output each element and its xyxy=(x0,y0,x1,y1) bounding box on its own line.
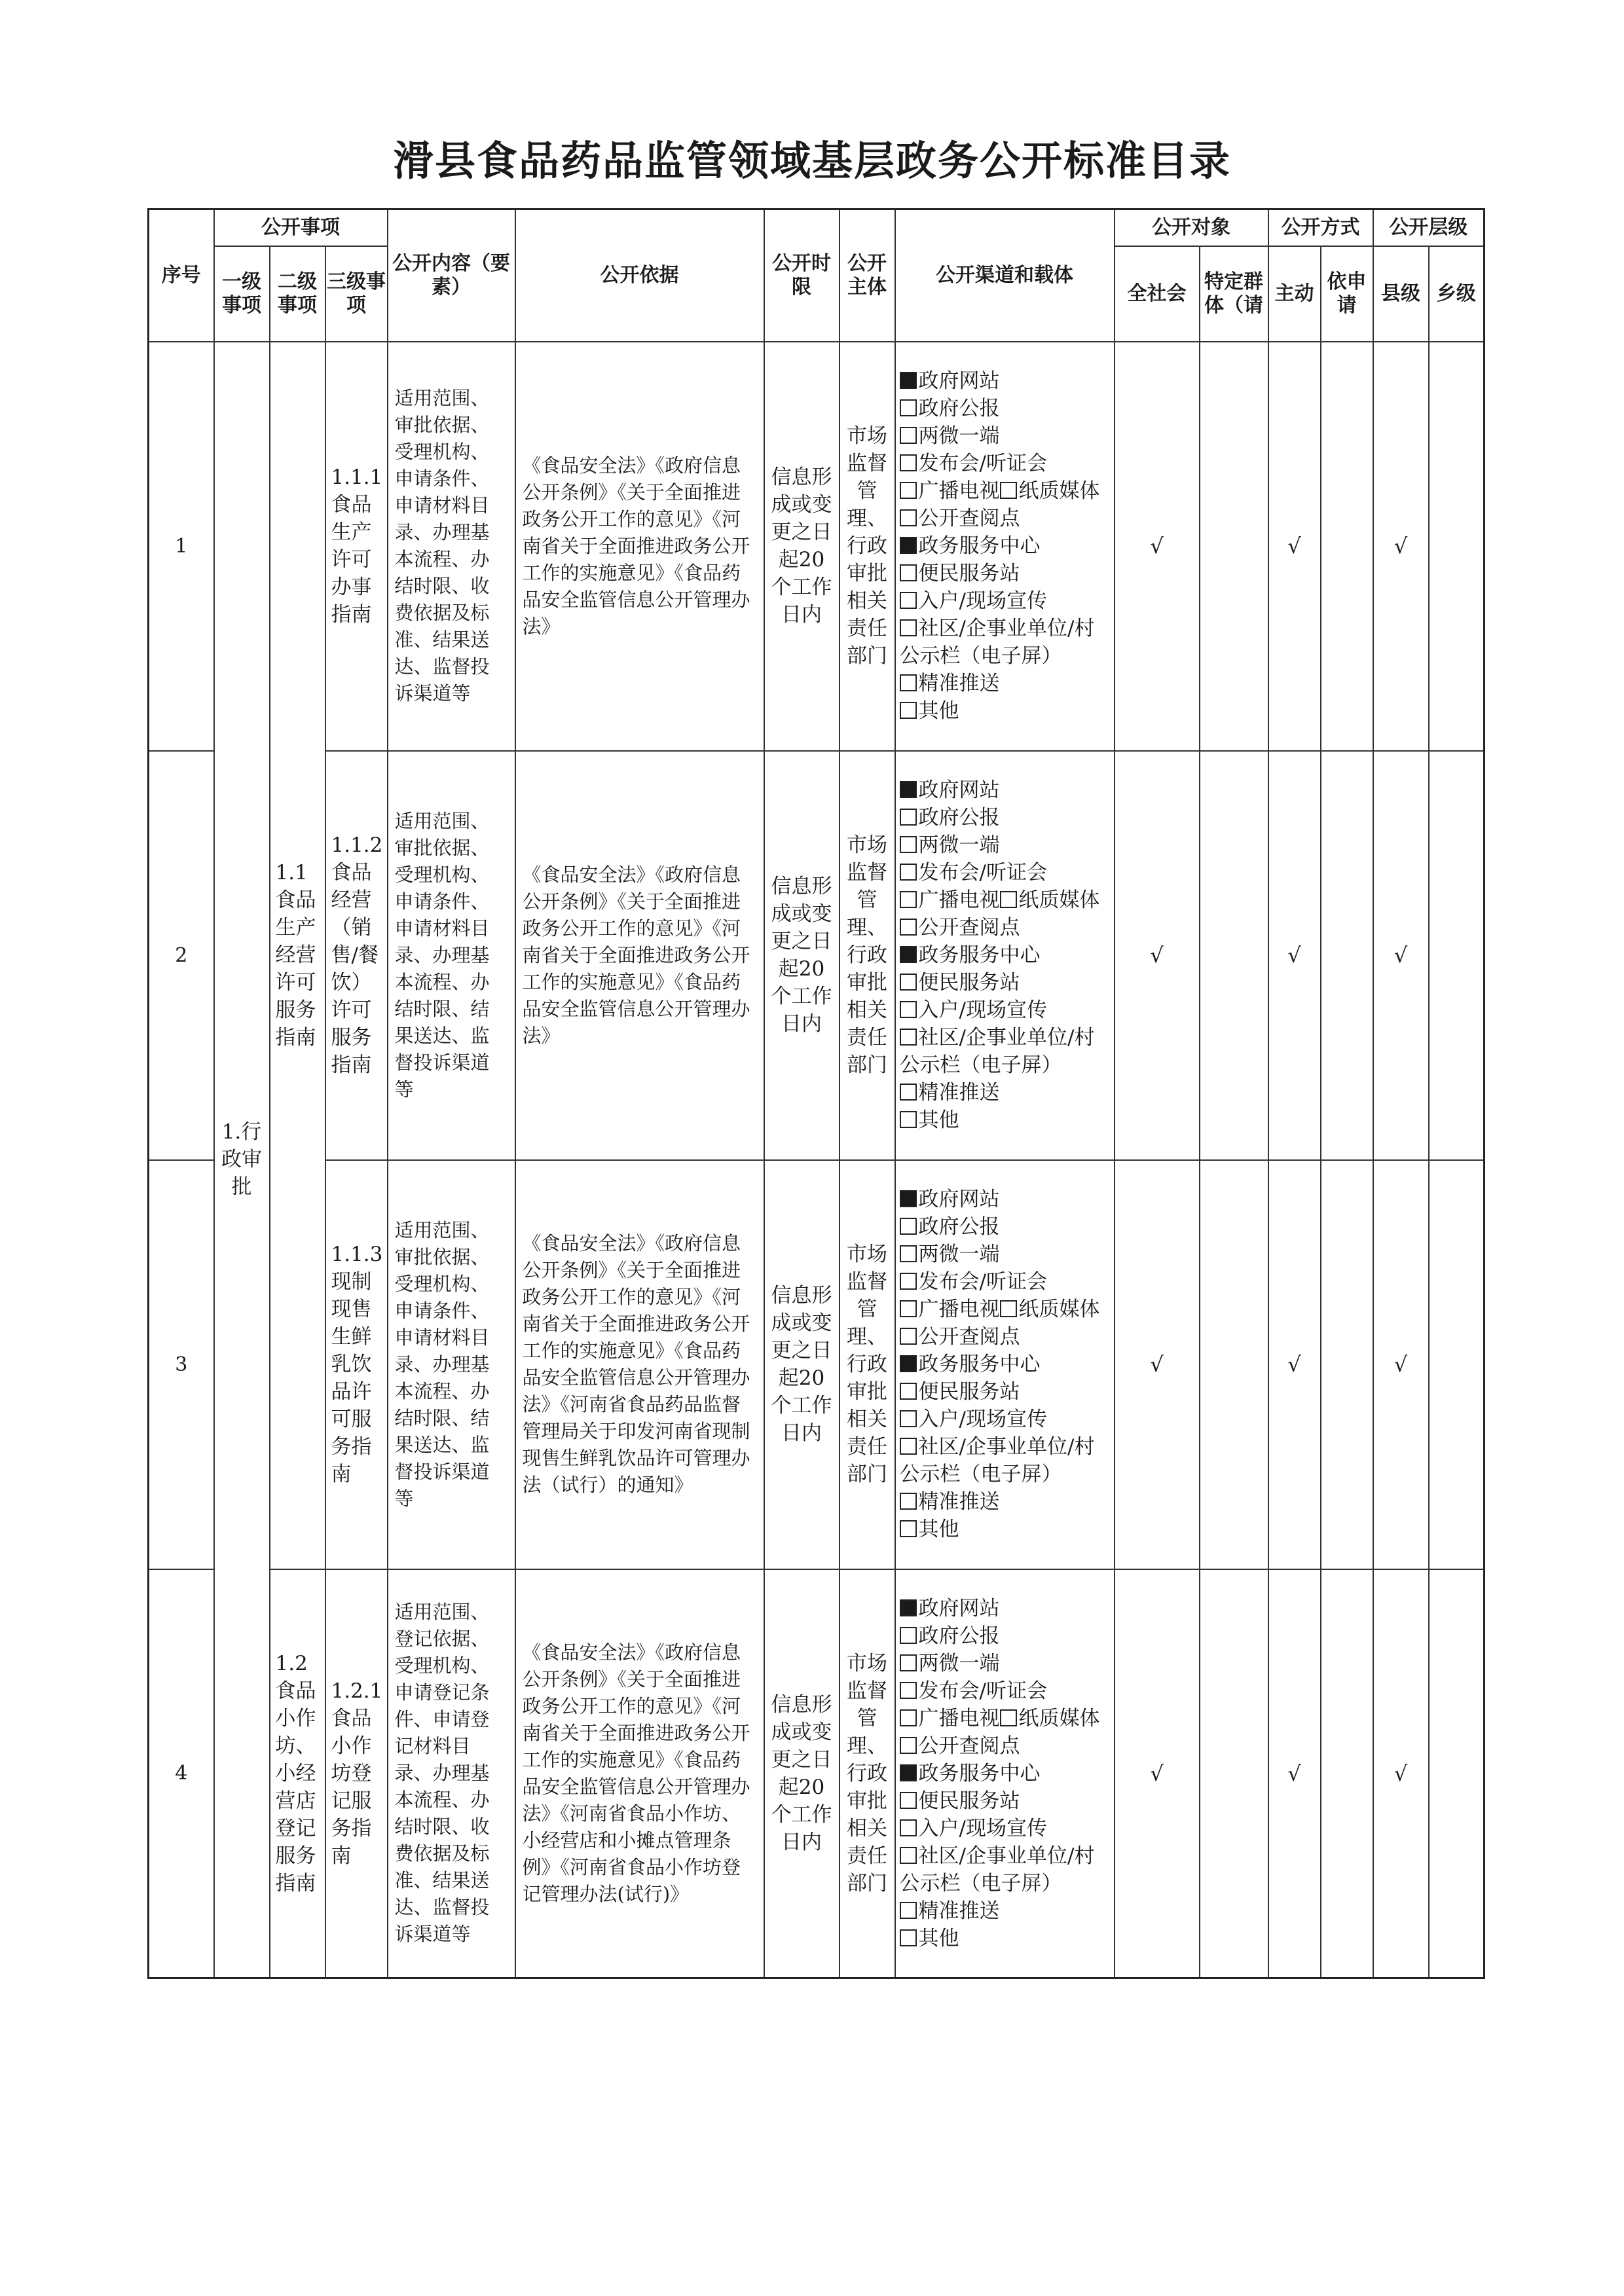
channel-label: 入户/现场宣传 xyxy=(918,998,1047,1022)
unchecked-box-icon xyxy=(900,1929,917,1946)
target-all-cell: √ xyxy=(1115,1160,1200,1569)
basis-text: 《食品安全法》《政府信息公开条例》《关于全面推进政务公开工作的意见》《河南省关于全面推进政务公开工作的实施意见》《食品药品安全监管信息公开管理办法》《河南省食品小作坊、小经营店和小摊点管理条例》《河南省食品小作坊登记管理办法(试行)》 xyxy=(522,1641,750,1905)
method-apply-cell xyxy=(1321,1160,1373,1569)
header-level2: 二级事项 xyxy=(270,246,325,342)
level-town-cell xyxy=(1429,1569,1485,1978)
subject-cell xyxy=(840,1160,895,1569)
level-town-cell xyxy=(1429,1160,1485,1569)
header-content: 公开内容（要素） xyxy=(388,210,515,342)
channel-item xyxy=(900,532,1110,560)
unchecked-box-icon xyxy=(1000,1709,1017,1726)
channel-item xyxy=(900,859,1110,886)
unchecked-box-icon xyxy=(900,1520,917,1537)
channel-item xyxy=(900,1024,1110,1079)
channel-label: 精准推送 xyxy=(918,1490,1000,1514)
checked-box-icon xyxy=(900,1764,917,1781)
channel-label: 政府网站 xyxy=(918,778,1000,802)
subject-cell xyxy=(840,751,895,1160)
unchecked-box-icon xyxy=(1000,482,1017,499)
header-subject: 公开主体 xyxy=(840,210,895,342)
channel-label: 纸质媒体 xyxy=(1018,888,1100,912)
channel-label: 精准推送 xyxy=(918,1081,1000,1104)
channel-label: 便民服务站 xyxy=(918,562,1020,585)
channel-item xyxy=(900,1323,1110,1351)
channel-label: 公开查阅点 xyxy=(918,507,1020,530)
time-limit-text: 信息形成或变更之日起20个工作日内 xyxy=(771,875,832,1036)
content-cell xyxy=(388,342,515,751)
channel-item xyxy=(900,477,1110,505)
channel-label: 入户/现场宣传 xyxy=(918,1816,1047,1840)
channel-label: 广播电视 xyxy=(918,479,1000,503)
method-apply-cell xyxy=(1321,1569,1373,1978)
channels-cell xyxy=(895,1569,1115,1978)
seq-cell: 2 xyxy=(149,751,214,1160)
channel-label: 其他 xyxy=(918,1926,959,1950)
channel-item xyxy=(900,505,1110,532)
target-specific-cell xyxy=(1200,1160,1268,1569)
content-cell xyxy=(388,751,515,1160)
unchecked-box-icon xyxy=(900,1493,917,1510)
channel-label: 其他 xyxy=(918,1518,959,1541)
content-cell xyxy=(388,1569,515,1978)
target-all-cell: √ xyxy=(1115,342,1200,751)
unchecked-box-icon xyxy=(900,1792,917,1809)
channel-label: 发布会/听证会 xyxy=(918,1270,1047,1294)
content-text: 适用范围、登记依据、受理机构、申请登记条件、申请登记材料目录、办理基本流程、办结时限、收费依据及标准、结果送达、监督投诉渠道等 xyxy=(394,1601,490,1946)
channel-item xyxy=(900,1213,1110,1241)
table-row xyxy=(149,1160,1485,1569)
header-level1: 一级事项 xyxy=(214,246,270,342)
header-basis: 公开依据 xyxy=(515,210,764,342)
channel-item xyxy=(900,367,1110,395)
basis-cell xyxy=(515,1160,764,1569)
unchecked-box-icon xyxy=(900,1218,917,1235)
subject-text: 市场监督管理、行政审批相关责任部门 xyxy=(847,424,888,668)
level1-text: 1.行政审批 xyxy=(221,1120,262,1199)
checked-box-icon xyxy=(900,1355,917,1372)
level3-text: 1.1.2食品经营（销售/餐饮）许可服务指南 xyxy=(331,833,383,1077)
channel-label: 政府网站 xyxy=(918,1188,1000,1211)
method-apply-cell xyxy=(1321,342,1373,751)
header-channels: 公开渠道和载体 xyxy=(895,210,1115,342)
basis-text: 《食品安全法》《政府信息公开条例》《关于全面推进政务公开工作的意见》《河南省关于全面推进政务公开工作的实施意见》《食品药品安全监管信息公开管理办法》 xyxy=(522,863,750,1047)
level2-cell xyxy=(270,1569,325,1978)
channel-item xyxy=(900,1268,1110,1296)
unchecked-box-icon xyxy=(900,891,917,908)
channel-label: 纸质媒体 xyxy=(1018,479,1100,503)
unchecked-box-icon xyxy=(900,564,917,581)
checked-box-icon xyxy=(900,1599,917,1616)
time-limit-text: 信息形成或变更之日起20个工作日内 xyxy=(771,1692,832,1854)
unchecked-box-icon xyxy=(900,1682,917,1699)
header-time-limit: 公开时限 xyxy=(764,210,840,342)
channel-label: 便民服务站 xyxy=(918,971,1020,994)
channel-label: 便民服务站 xyxy=(918,1380,1020,1404)
channel-item xyxy=(900,1433,1110,1488)
channel-item xyxy=(900,1897,1110,1925)
channel-item xyxy=(900,670,1110,697)
level3-text: 1.1.3现制现售生鲜乳饮品许可服务指南 xyxy=(331,1243,383,1486)
time-limit-cell xyxy=(764,342,840,751)
unchecked-box-icon xyxy=(900,1438,917,1455)
method-active-cell: √ xyxy=(1268,1569,1321,1978)
channel-label: 两微一端 xyxy=(918,1651,1000,1675)
time-limit-text: 信息形成或变更之日起20个工作日内 xyxy=(771,1284,832,1445)
channel-label: 政务服务中心 xyxy=(918,534,1041,558)
channel-item xyxy=(900,1595,1110,1622)
channel-label: 入户/现场宣传 xyxy=(918,1408,1047,1431)
channel-list xyxy=(896,776,1114,1134)
level2-text: 1.2食品小作坊、小经营店登记服务指南 xyxy=(275,1651,316,1895)
subject-text: 市场监督管理、行政审批相关责任部门 xyxy=(847,1651,888,1895)
level-county-cell: √ xyxy=(1373,342,1429,751)
unchecked-box-icon xyxy=(900,1737,917,1754)
channel-item xyxy=(900,1296,1110,1323)
basis-cell xyxy=(515,342,764,751)
header-method-apply: 依申请 xyxy=(1321,246,1373,342)
unchecked-box-icon xyxy=(900,592,917,609)
unchecked-box-icon xyxy=(900,674,917,691)
header-level-group: 公开层级 xyxy=(1373,210,1485,246)
channel-item xyxy=(900,1378,1110,1406)
channel-item xyxy=(900,886,1110,914)
level-county-cell: √ xyxy=(1373,1160,1429,1569)
level3-text: 1.1.1食品生产许可办事指南 xyxy=(331,465,383,627)
basis-text: 《食品安全法》《政府信息公开条例》《关于全面推进政务公开工作的意见》《河南省关于全面推进政务公开工作的实施意见》《食品药品安全监管信息公开管理办法》《河南省食品药品监督管理局关于印发河南省现制现售生鲜乳饮品许可管理办法（试行）的通知》 xyxy=(522,1232,750,1496)
catalog-table xyxy=(147,208,1485,1979)
header-level-town: 乡级 xyxy=(1429,246,1485,342)
channel-label: 发布会/听证会 xyxy=(918,1679,1047,1703)
basis-cell xyxy=(515,751,764,1160)
channel-label: 纸质媒体 xyxy=(1018,1706,1100,1730)
content-cell xyxy=(388,1160,515,1569)
checked-box-icon xyxy=(900,781,917,798)
channel-item xyxy=(900,1842,1110,1897)
channel-label: 政府公报 xyxy=(918,806,1000,829)
channel-label: 精准推送 xyxy=(918,1899,1000,1923)
channel-label: 公开查阅点 xyxy=(918,1734,1020,1758)
channel-item xyxy=(900,422,1110,450)
channel-item xyxy=(900,1488,1110,1516)
channel-label: 广播电视 xyxy=(918,1298,1000,1321)
header-target-specific: 特定群体（请 xyxy=(1200,246,1268,342)
channel-label: 入户/现场宣传 xyxy=(918,589,1047,613)
channel-item xyxy=(900,1677,1110,1705)
channel-item xyxy=(900,1079,1110,1106)
unchecked-box-icon xyxy=(900,702,917,719)
time-limit-text: 信息形成或变更之日起20个工作日内 xyxy=(771,465,832,627)
unchecked-box-icon xyxy=(900,1654,917,1671)
channel-item xyxy=(900,1186,1110,1213)
checked-box-icon xyxy=(900,1190,917,1207)
target-all-cell: √ xyxy=(1115,751,1200,1160)
channel-item xyxy=(900,1351,1110,1378)
channel-item xyxy=(900,1760,1110,1787)
unchecked-box-icon xyxy=(900,1627,917,1644)
channels-cell xyxy=(895,1160,1115,1569)
channel-label: 公开查阅点 xyxy=(918,916,1020,939)
level2-text: 1.1食品生产经营许可服务指南 xyxy=(275,861,316,1049)
channel-item xyxy=(900,1241,1110,1268)
header-seq: 序号 xyxy=(149,210,214,342)
time-limit-cell xyxy=(764,751,840,1160)
unchecked-box-icon xyxy=(900,427,917,444)
channel-label: 社区/企事业单位/村公示栏（电子屏） xyxy=(899,1026,1095,1077)
time-limit-cell xyxy=(764,1160,840,1569)
unchecked-box-icon xyxy=(900,1084,917,1101)
unchecked-box-icon xyxy=(900,1273,917,1290)
level3-cell xyxy=(325,342,388,751)
channel-item xyxy=(900,776,1110,804)
target-all-cell: √ xyxy=(1115,1569,1200,1978)
method-apply-cell xyxy=(1321,751,1373,1160)
level3-cell xyxy=(325,1160,388,1569)
channel-item xyxy=(900,1406,1110,1433)
table-row xyxy=(149,342,1485,751)
method-active-cell: √ xyxy=(1268,751,1321,1160)
unchecked-box-icon xyxy=(1000,891,1017,908)
header-method-group: 公开方式 xyxy=(1268,210,1373,246)
level2-cell xyxy=(270,342,325,1569)
channel-label: 便民服务站 xyxy=(918,1789,1020,1813)
header-level-county: 县级 xyxy=(1373,246,1429,342)
unchecked-box-icon xyxy=(900,836,917,853)
channel-label: 政务服务中心 xyxy=(918,1761,1041,1785)
channel-item xyxy=(900,969,1110,996)
method-active-cell: √ xyxy=(1268,342,1321,751)
channel-label: 社区/企事业单位/村公示栏（电子屏） xyxy=(899,1435,1095,1486)
channel-item xyxy=(900,1732,1110,1760)
channel-label: 发布会/听证会 xyxy=(918,452,1047,475)
unchecked-box-icon xyxy=(900,1847,917,1864)
target-specific-cell xyxy=(1200,1569,1268,1978)
channel-label: 公开查阅点 xyxy=(918,1325,1020,1349)
header-items-group: 公开事项 xyxy=(214,210,388,246)
unchecked-box-icon xyxy=(900,1902,917,1919)
subject-text: 市场监督管理、行政审批相关责任部门 xyxy=(847,1243,888,1486)
channel-label: 两微一端 xyxy=(918,833,1000,857)
channel-label: 其他 xyxy=(918,699,959,723)
channel-label: 精准推送 xyxy=(918,672,1000,695)
channel-label: 政务服务中心 xyxy=(918,1353,1041,1376)
channel-label: 政府公报 xyxy=(918,1215,1000,1239)
header-method-active: 主动 xyxy=(1268,246,1321,342)
level3-text: 1.2.1食品小作坊登记服务指南 xyxy=(331,1679,383,1868)
unchecked-box-icon xyxy=(900,1001,917,1018)
channel-label: 政府公报 xyxy=(918,1624,1000,1648)
method-active-cell: √ xyxy=(1268,1160,1321,1569)
unchecked-box-icon xyxy=(900,919,917,936)
level-county-cell: √ xyxy=(1373,1569,1429,1978)
channel-item xyxy=(900,1705,1110,1732)
table-row xyxy=(149,1569,1485,1978)
unchecked-box-icon xyxy=(900,509,917,526)
checked-box-icon xyxy=(900,946,917,963)
channel-list xyxy=(896,1186,1114,1543)
unchecked-box-icon xyxy=(900,482,917,499)
channel-label: 两微一端 xyxy=(918,424,1000,448)
content-text: 适用范围、审批依据、受理机构、申请条件、申请材料目录、办理基本流程、办结时限、结果送达、监督投诉渠道等 xyxy=(394,1218,490,1510)
channel-label: 广播电视 xyxy=(918,1706,1000,1730)
subject-text: 市场监督管理、行政审批相关责任部门 xyxy=(847,833,888,1077)
channel-label: 政府公报 xyxy=(918,397,1000,420)
unchecked-box-icon xyxy=(900,454,917,471)
subject-cell xyxy=(840,1569,895,1978)
unchecked-box-icon xyxy=(900,1383,917,1400)
level-town-cell xyxy=(1429,342,1485,751)
channel-item xyxy=(900,1787,1110,1815)
level3-cell xyxy=(325,751,388,1160)
unchecked-box-icon xyxy=(900,1410,917,1427)
content-text: 适用范围、审批依据、受理机构、申请条件、申请材料目录、办理基本流程、办结时限、结果送达、监督投诉渠道等 xyxy=(394,809,490,1101)
channel-item xyxy=(900,450,1110,477)
seq-cell: 3 xyxy=(149,1160,214,1569)
channel-item xyxy=(900,560,1110,587)
channel-item xyxy=(900,1516,1110,1543)
level-county-cell: √ xyxy=(1373,751,1429,1160)
unchecked-box-icon xyxy=(900,1111,917,1128)
unchecked-box-icon xyxy=(900,1328,917,1345)
basis-cell xyxy=(515,1569,764,1978)
channel-label: 政府网站 xyxy=(918,369,1000,393)
level3-cell xyxy=(325,1569,388,1978)
channel-item xyxy=(900,914,1110,941)
unchecked-box-icon xyxy=(900,1029,917,1046)
unchecked-box-icon xyxy=(900,809,917,826)
header-target-all: 全社会 xyxy=(1115,246,1200,342)
channel-label: 两微一端 xyxy=(918,1243,1000,1266)
header-level3: 三级事项 xyxy=(325,246,388,342)
page-title: 滑县食品药品监管领域基层政务公开标准目录 xyxy=(392,137,1231,185)
channel-label: 社区/企事业单位/村公示栏（电子屏） xyxy=(899,617,1095,668)
channel-label: 发布会/听证会 xyxy=(918,861,1047,884)
channel-item xyxy=(900,996,1110,1024)
channel-item xyxy=(900,1815,1110,1842)
channels-cell xyxy=(895,751,1115,1160)
header-target-group: 公开对象 xyxy=(1115,210,1268,246)
content-text: 适用范围、审批依据、受理机构、申请条件、申请材料目录、办理基本流程、办结时限、收费依据及标准、结果送达、监督投诉渠道等 xyxy=(394,387,490,704)
unchecked-box-icon xyxy=(900,399,917,416)
channel-item xyxy=(900,1650,1110,1677)
channel-item xyxy=(900,831,1110,859)
channel-item xyxy=(900,1925,1110,1952)
channel-item xyxy=(900,941,1110,969)
channel-item xyxy=(900,587,1110,615)
channel-list xyxy=(896,367,1114,725)
channel-label: 社区/企事业单位/村公示栏（电子屏） xyxy=(899,1844,1095,1895)
checked-box-icon xyxy=(900,372,917,389)
level-town-cell xyxy=(1429,751,1485,1160)
table-row xyxy=(149,751,1485,1160)
channel-item xyxy=(900,1106,1110,1134)
unchecked-box-icon xyxy=(900,1709,917,1726)
basis-text: 《食品安全法》《政府信息公开条例》《关于全面推进政务公开工作的意见》《河南省关于全面推进政务公开工作的实施意见》《食品药品安全监管信息公开管理办法》 xyxy=(522,454,750,638)
unchecked-box-icon xyxy=(900,864,917,881)
unchecked-box-icon xyxy=(900,974,917,991)
channel-item xyxy=(900,615,1110,670)
unchecked-box-icon xyxy=(900,619,917,636)
channel-label: 广播电视 xyxy=(918,888,1000,912)
unchecked-box-icon xyxy=(1000,1300,1017,1317)
checked-box-icon xyxy=(900,537,917,554)
seq-cell: 1 xyxy=(149,342,214,751)
seq-cell: 4 xyxy=(149,1569,214,1978)
time-limit-cell xyxy=(764,1569,840,1978)
target-specific-cell xyxy=(1200,751,1268,1160)
channel-label: 纸质媒体 xyxy=(1018,1298,1100,1321)
channel-item xyxy=(900,1622,1110,1650)
level1-cell xyxy=(214,342,270,1978)
target-specific-cell xyxy=(1200,342,1268,751)
subject-cell xyxy=(840,342,895,751)
channel-item xyxy=(900,697,1110,725)
unchecked-box-icon xyxy=(900,1819,917,1836)
channel-label: 政府网站 xyxy=(918,1596,1000,1620)
channel-item xyxy=(900,804,1110,831)
channel-list xyxy=(896,1595,1114,1952)
channel-label: 政务服务中心 xyxy=(918,943,1041,967)
channel-item xyxy=(900,395,1110,422)
unchecked-box-icon xyxy=(900,1245,917,1262)
unchecked-box-icon xyxy=(900,1300,917,1317)
channel-label: 其他 xyxy=(918,1108,959,1132)
channels-cell xyxy=(895,342,1115,751)
